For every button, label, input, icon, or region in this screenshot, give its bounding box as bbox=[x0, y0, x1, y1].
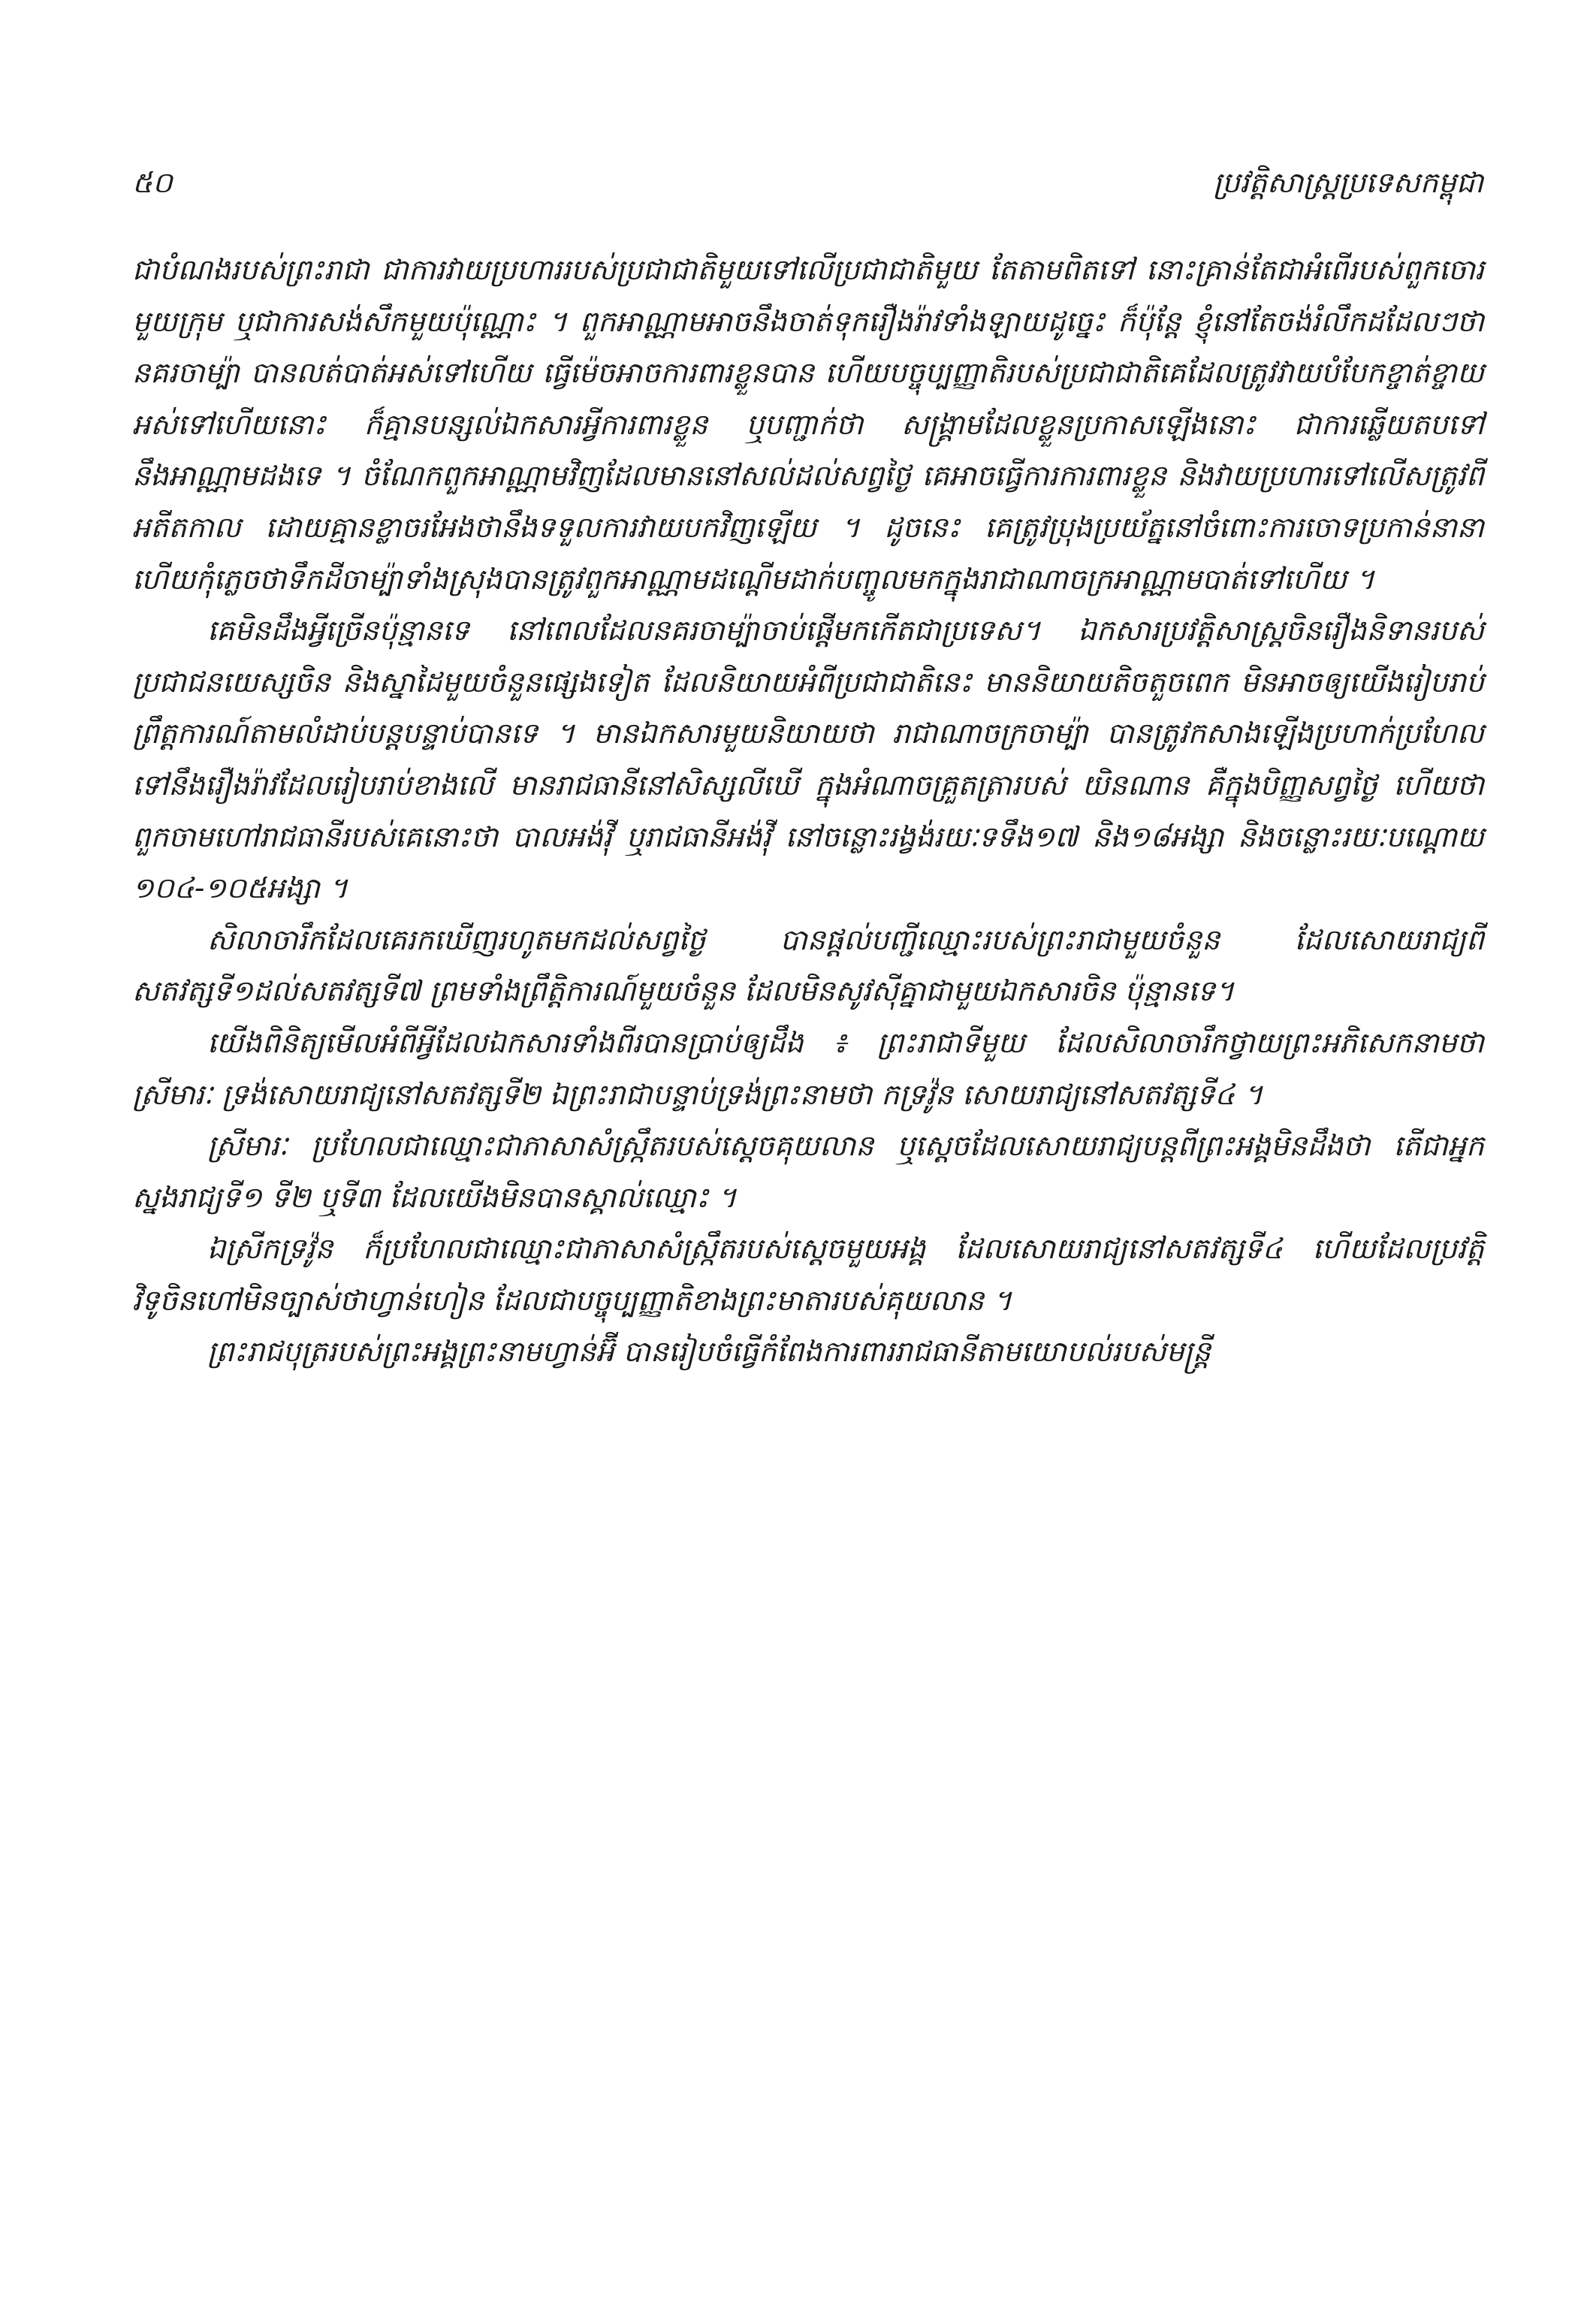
paragraph: ស្រីមារៈ ប្រហែលជាឈ្មោះជាភាសាសំស្ក្រឹតរបស់ស្តេចគុយលាន ឬស្តេចដែលសោយរាជ្យបន្តពីព្រះអង្គមិនដឹងថា តើជាអ្នកស្នងរាជ្យទី១ ទី២ ឬទី៣ ដែលយើងមិនបានស្គាល់ឈ្មោះ ។ bbox=[132, 1129, 1484, 1214]
paragraph: គេមិនដឹងអ្វីច្រើនប៉ុន្មានទេ នៅពេលដែលនគរចាម្ប៉ាចាប់ផ្តើមកកើតជាប្រទេស។ ឯកសារប្រវត្តិសាស្ត្រចិនរឿងនិទានរបស់ប្រជាជនយេស្សចិន និងស្នាដៃមួយចំនួនផ្សេងទៀត ដែលនិយាយអំពីប្រជាជាតិនេះ មាននិយាយតិចតួចពេក មិនអាចឲ្យយើងរៀបរាប់ព្រឹត្តការណ៍តាមលំដាប់បន្តបន្ទាប់បានទេ ។ មានឯកសារមួយនិយាយថា រាជាណាចក្រចាម្ប៉ា បានត្រូវកសាងឡើងប្រហាក់ប្រហែលទៅនឹងរឿងរ៉ាវដែលរៀបរាប់ខាងលើ មានរាជធានីនៅសិស្សលីឃើ ក្នុងអំណាចគ្រួតត្រារបស់ យិនណាន គឺក្នុងបិញ្ញសព្វថ្ងៃ ហើយថាពួកចាមហៅរាជធានីរបស់គេនោះថា បាលអង់វ៉ី ឬរាជធានីអង់វ៉ី នៅចន្លោះរង្វង់រយៈទទឹង១៧ និង១៨អង្សា និងចន្លោះរយៈបណ្តោយ ១០៤-១០៥អង្សា ។ bbox=[132, 614, 1484, 905]
paragraph: ព្រះរាជបុត្ររបស់ព្រះអង្គព្រះនាមហ្វាន់អ៊ី បានរៀបចំធ្វើកំពែងការពាររាជធានីតាមយោបល់របស់មន្ត្រី bbox=[207, 1335, 1211, 1369]
paragraph: ឯស្រីកទ្រវ៉ូន ក៏ប្រហែលជាឈ្មោះជាភាសាសំស្ក្រឹតរបស់ស្តេចមួយអង្គ ដែលសោយរាជ្យនៅសតវត្សទី៤ ហើយដែលប្រវត្តិវិទូចិនហៅមិនច្បាស់ថាហ្វាន់ហៀន ដែលជាបច្ចុប្បញ្ញាតិខាងព្រះមាតារបស់គុយលាន ។ bbox=[132, 1232, 1484, 1317]
page-number: ៥០ bbox=[132, 166, 173, 199]
paragraph: យើងពិនិត្យមើលអំពីអ្វីដែលឯកសារទាំងពីរបានប្រាប់ឲ្យដឹង ៖ ព្រះរាជាទីមួយ ដែលសិលាចារឹកថ្វាយព្រះអភិសេកនាមថា ស្រីមារៈ ទ្រង់សោយរាជ្យនៅសតវត្សទី២ ឯព្រះរាជាបន្ទាប់ទ្រង់ព្រះនាមថា កទ្រវ៉ូន សោយរាជ្យនៅសតវត្សទី៤ ។ bbox=[132, 1025, 1484, 1111]
page-header bbox=[132, 156, 1483, 209]
body-text bbox=[132, 244, 1484, 1378]
paragraph: ជាបំណងរបស់ព្រះរាជា ជាការវាយប្រហាររបស់ប្រជាជាតិមួយទៅលើប្រជាជាតិមួយ តែតាមពិតទៅ នោះគ្រាន់តែជាអំពើរបស់ពួកចោរមួយក្រុម ឬជាការសង់សឹកមួយប៉ុណ្ណោះ ។ ពួកអាណ្ណាមអាចនឹងចាត់ទុករឿងរ៉ាវទាំងឡាយដូច្នេះ ក៏ប៉ុន្តែ ខ្ញុំនៅតែចង់រំលឹកដដែលៗថា នគរចាម្ប៉ា បានលត់បាត់អស់ទៅហើយ ធ្វើម៉េចអាចការពារខ្លួនបាន ហើយបច្ចុប្បញ្ញាតិរបស់ប្រជាជាតិគេដែលត្រូវវាយបំបែកខ្ចាត់ខ្ចាយអស់ទៅហើយនោះ ក៏គ្មានបន្សល់ឯកសារអ្វីការពារខ្លួន ឬបញ្ជាក់ថា សង្គ្រាមដែលខ្លួនប្រកាសឡើងនោះ ជាការឆ្លើយតបទៅនឹងអាណ្ណាមដងទេ ។ ចំណែកពួកអាណ្ណាមវិញដែលមាននៅសល់ដល់សព្វថ្ងៃ គេអាចធ្វើការការពារខ្លួន និងវាយប្រហារទៅលើសត្រូវពីអតីតកាល ដោយគ្មានខ្លាចរអែងថានឹងទទួលការវាយបកវិញឡើយ ។ ដូចនេះ គេត្រូវប្រុងប្រយ័ត្ននៅចំពោះការចោទប្រកាន់នានា ហើយកុំភ្លេចថាទឹកដីចាម្ប៉ាទាំងស្រុងបានត្រូវពួកអាណ្ណាមដណ្តើមដាក់បញ្ចូលមកក្នុងរាជាណាចក្រអាណ្ណាមបាត់ទៅហើយ ។ bbox=[132, 253, 1484, 596]
paragraph: សិលាចារឹកដែលគេរកឃើញរហូតមកដល់សព្វថ្ងៃ បានផ្តល់បញ្ជីឈ្មោះរបស់ព្រះរាជាមួយចំនួន ដែលសោយរាជ្យពីសតវត្សទី១ដល់សតវត្សទី៧ ព្រមទាំងព្រឹត្តិការណ៍មួយចំនួន ដែលមិនសូវស៊ីគ្នាជាមួយឯកសារចិន ប៉ុន្មានទេ។ bbox=[132, 922, 1484, 1008]
running-title: ប្រវត្តិសាស្ត្រប្រទេសកម្ពុជា bbox=[1213, 166, 1483, 199]
